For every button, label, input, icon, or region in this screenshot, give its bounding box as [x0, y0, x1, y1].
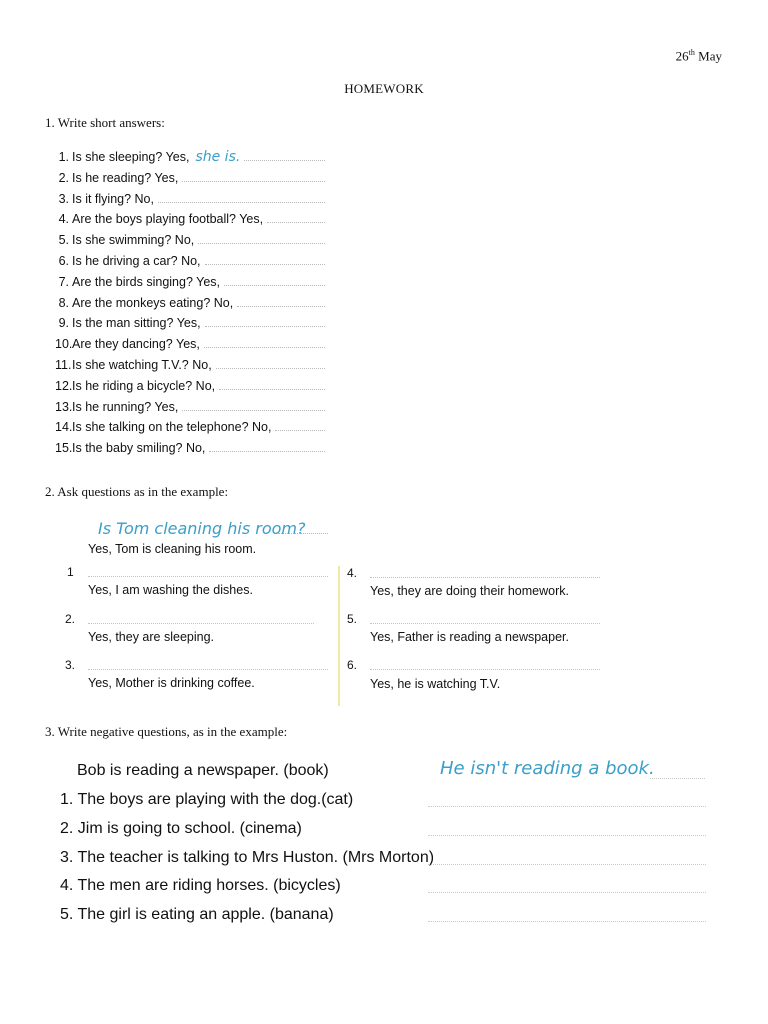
question-blank[interactable]: [370, 623, 600, 624]
answer-blank[interactable]: [428, 835, 706, 836]
example-question: Is Tom cleaning his room?: [98, 519, 306, 538]
item-number: 14.: [55, 420, 73, 435]
list-item: [55, 293, 355, 314]
short-answers-list: [55, 147, 355, 459]
item-question: Are the monkeys eating? No,: [72, 295, 234, 310]
sentence-item: 3. The teacher is talking to Mrs Huston. (Mrs Morton): [60, 849, 435, 866]
date: [676, 48, 722, 64]
item-number: 2.: [65, 612, 76, 626]
item-answer: Yes, Mother is drinking coffee.: [88, 676, 255, 690]
item-number: 1.: [58, 150, 69, 164]
answer-blank[interactable]: [244, 148, 325, 161]
item-answer: Yes, he is watching T.V.: [370, 677, 501, 691]
item-number: 15.: [55, 441, 73, 456]
answer-blank[interactable]: [205, 252, 325, 265]
list-item: [55, 189, 355, 210]
answer-blank[interactable]: [209, 439, 325, 452]
item-question: Is he driving a car? No,: [72, 253, 201, 268]
item-answer: Yes, they are doing their homework.: [370, 584, 569, 598]
list-item: [55, 272, 355, 293]
item-number: 5.: [347, 612, 358, 626]
date-suffix: th: [688, 48, 695, 57]
item-question: Is she talking on the telephone? No,: [72, 420, 272, 435]
item-number: 6.: [347, 658, 358, 672]
page-title: HOMEWORK: [344, 81, 424, 96]
sentence-item: 4. The men are riding horses. (bicycles): [60, 877, 341, 894]
answer-blank[interactable]: [428, 921, 706, 922]
item-question: Is she swimming? No,: [72, 233, 195, 248]
item-answer: Yes, I am washing the dishes.: [88, 583, 253, 597]
list-item: [55, 168, 355, 189]
question-blank[interactable]: [370, 669, 600, 670]
list-item: [55, 334, 355, 355]
item-question: Are the birds singing? Yes,: [72, 274, 221, 289]
sentence-item: 2. Jim is going to school. (cinema): [60, 820, 302, 837]
answer-blank[interactable]: [182, 398, 325, 411]
answer-blank[interactable]: [237, 294, 325, 307]
list-item: [55, 147, 355, 168]
item-question: Is it flying? No,: [72, 191, 154, 206]
list-item: [55, 209, 355, 230]
item-number: 5.: [58, 233, 69, 248]
answer-blank[interactable]: [428, 806, 706, 807]
example-dots: [650, 778, 705, 779]
item-question: Are the boys playing football? Yes,: [72, 212, 264, 227]
item-question: Is she watching T.V.? No,: [72, 357, 212, 372]
item-number: 4.: [347, 566, 358, 580]
section3-heading: 3. Write negative questions, as in the example:: [45, 724, 288, 739]
answer-blank[interactable]: [267, 210, 325, 223]
item-number: 12.: [55, 378, 73, 393]
answer-blank[interactable]: [428, 892, 706, 893]
item-number: 1: [67, 565, 74, 579]
item-number: 4.: [58, 212, 69, 227]
item-question: Is he riding a bicycle? No,: [72, 378, 216, 393]
example-dots: [278, 533, 328, 534]
item-answer: Yes, Father is reading a newspaper.: [370, 630, 569, 644]
item-question: Is he running? Yes,: [72, 399, 179, 414]
item-answer: Yes, they are sleeping.: [88, 630, 215, 644]
answer-blank[interactable]: [224, 273, 325, 286]
item-number: 6.: [58, 253, 69, 268]
question-blank[interactable]: [88, 669, 328, 670]
list-item: [55, 355, 355, 376]
item-question: Are they dancing? Yes,: [72, 337, 200, 352]
item-question: Is the baby smiling? No,: [72, 441, 206, 456]
example-sentence: Bob is reading a newspaper. (book): [77, 762, 329, 779]
list-item: [55, 397, 355, 418]
item-question: Is the man sitting? Yes,: [72, 316, 201, 331]
example-answer: she is.: [195, 149, 241, 165]
list-item: [55, 417, 355, 438]
example-answer: He isn't reading a book.: [440, 758, 655, 779]
section1-heading: 1. Write short answers:: [45, 115, 165, 130]
list-item: [55, 376, 355, 397]
answer-blank[interactable]: [205, 314, 325, 327]
item-question: Is she sleeping? Yes,: [72, 150, 190, 164]
answer-blank[interactable]: [204, 335, 325, 348]
list-item: [55, 313, 355, 334]
item-question: Is he reading? Yes,: [72, 170, 179, 185]
list-item: [55, 230, 355, 251]
item-number: 7.: [58, 274, 69, 289]
item-number: 10.: [55, 337, 73, 352]
answer-blank[interactable]: [158, 190, 325, 203]
column-divider: [338, 566, 340, 706]
answer-blank[interactable]: [428, 864, 706, 865]
answer-blank[interactable]: [216, 356, 325, 369]
question-blank[interactable]: [88, 623, 314, 624]
item-number: 3.: [65, 658, 76, 672]
date-month: May: [698, 48, 722, 64]
item-number: 11.: [55, 357, 72, 372]
answer-blank[interactable]: [198, 231, 325, 244]
item-number: 3.: [58, 191, 69, 206]
date-day: 26: [675, 48, 689, 64]
question-blank[interactable]: [370, 577, 600, 578]
item-number: 13.: [55, 399, 73, 414]
section2-heading: 2. Ask questions as in the example:: [45, 484, 229, 499]
answer-blank[interactable]: [275, 418, 325, 431]
list-item: [55, 251, 355, 272]
question-blank[interactable]: [88, 576, 328, 577]
item-number: 2.: [58, 170, 69, 185]
item-number: 8.: [58, 295, 69, 310]
answer-blank[interactable]: [182, 169, 325, 182]
answer-blank[interactable]: [219, 377, 325, 390]
item-number: 9.: [58, 316, 69, 331]
list-item: [55, 438, 355, 459]
sentence-item: 1. The boys are playing with the dog.(cat): [60, 791, 354, 808]
sentence-item: 5. The girl is eating an apple. (banana): [60, 906, 334, 923]
example-answer: Yes, Tom is cleaning his room.: [88, 542, 257, 556]
